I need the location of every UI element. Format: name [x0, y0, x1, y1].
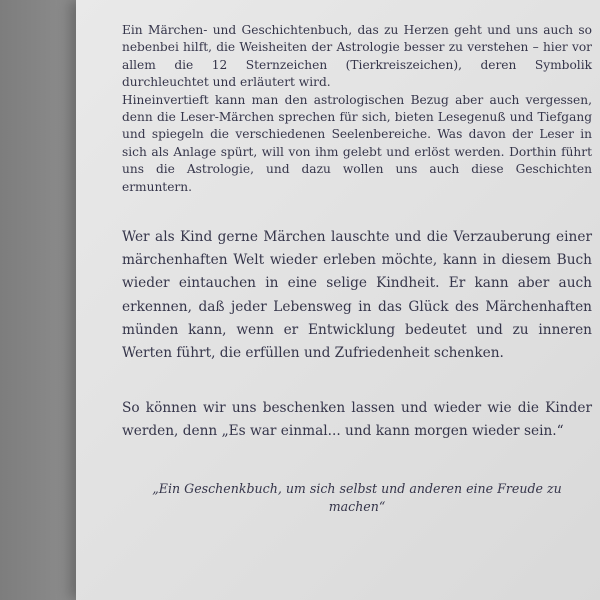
paragraph-intro: Ein Märchen- und Geschichtenbuch, das zu Herzen geht und uns auch so nebenbei hilft, die Weisheiten der Astrologie besser zu verstehen – hier vor allem die 12 Sternzeichen (Tierkreiszeichen), deren Symbolik durchleuchtet und erläutert wird. [122, 23, 592, 90]
book-page [76, 0, 600, 600]
paragraph-closing: So können wir uns beschenken lassen und wieder wie die Kinder werden, denn „Es war einmal... und kann morgen wieder sein.“ [122, 400, 592, 440]
tagline-quote: „Ein Geschenkbuch, um sich selbst und anderen eine Freude zu machen“ [152, 480, 562, 514]
page-text [122, 22, 592, 516]
paragraph-childhood: Wer als Kind gerne Märchen lauschte und die Verzauberung einer märchenhaften Welt wieder erleben möchte, kann in diesem Buch wieder eintauchen in eine selige Kindheit. Er kann aber auch erkennen, daß jeder Lebensweg in das Glück des Märchenhaften münden kann, wenn er Entwicklung bedeutet und zu inneren Werten führt, die erfüllen und Zufriedenheit schenken. [122, 229, 592, 362]
paragraph-astrology: Hineinvertieft kann man den astrologischen Bezug aber auch vergessen, denn die Leser-Märchen sprechen für sich, bieten Lesegenuß und Tiefgang und spiegeln die verschiedenen Seelenbereiche. Was davon der Leser in sich als Anlage spürt, will von ihm gelebt und erlöst werden. Dorthin führt uns die Astrologie, und dazu wollen uns auch diese Geschichten ermuntern. [122, 92, 592, 194]
